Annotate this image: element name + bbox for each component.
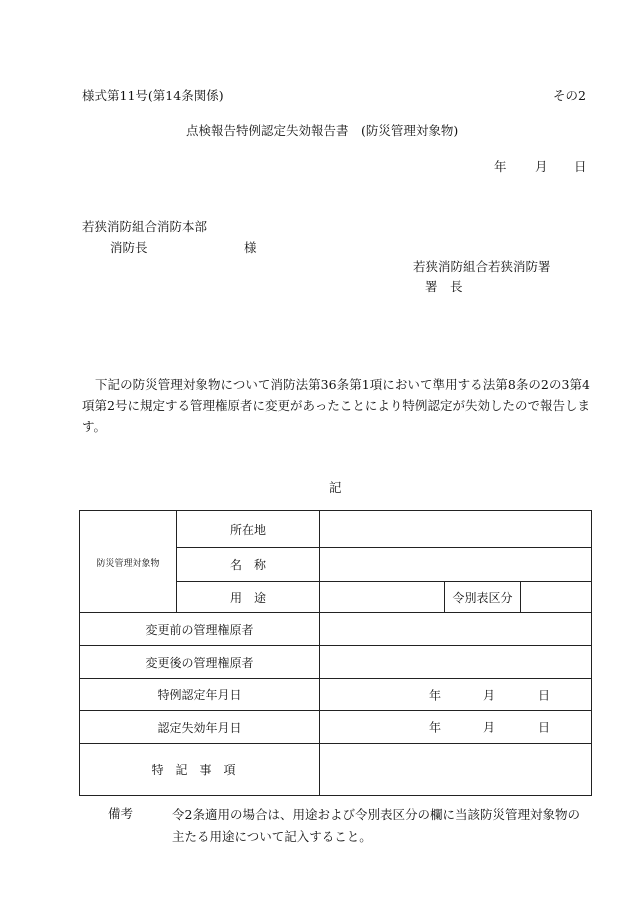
name-field[interactable] xyxy=(320,548,592,582)
expire-date-field[interactable] xyxy=(320,711,592,744)
prev-manager-label-cell xyxy=(80,613,320,646)
expire-date-label: 認定失効年月日 xyxy=(157,720,242,735)
cert-date-label: 特例認定年月日 xyxy=(157,688,242,702)
special-label: 特記事項 xyxy=(151,763,248,777)
cert-date-year: 年 xyxy=(429,688,442,702)
usage-label: 用 途 xyxy=(229,590,266,605)
new-manager-label: 変更後の管理権原者 xyxy=(145,655,254,670)
location-label: 所在地 xyxy=(229,522,266,537)
expire-date-month: 月 xyxy=(483,720,496,735)
new-manager-label-cell xyxy=(80,646,320,679)
date-month-label: 月 xyxy=(535,159,548,174)
category-label: 令別表区分 xyxy=(452,590,513,605)
cert-date-month: 月 xyxy=(483,688,496,702)
prev-manager-field[interactable] xyxy=(320,613,592,646)
remarks-label: 備考 xyxy=(108,806,134,821)
form-number: 様式第11号(第14条関係) xyxy=(82,88,224,103)
group-label-cell xyxy=(80,511,177,613)
group-label: 防災管理対象物 xyxy=(96,558,160,569)
category-field[interactable] xyxy=(521,582,592,613)
name-label: 名 称 xyxy=(229,558,266,572)
usage-label-cell xyxy=(177,582,320,613)
page-label: その2 xyxy=(553,88,586,103)
expire-date-label-cell xyxy=(80,711,320,744)
location-label-cell xyxy=(177,511,320,548)
report-table xyxy=(79,510,592,796)
cert-date-field[interactable] xyxy=(320,679,592,711)
remarks-text: 令2条適用の場合は、用途および令別表区分の欄に当該防災管理対象物の主たる用途について記入すること。 xyxy=(172,807,580,844)
cert-date-label-cell xyxy=(80,679,320,711)
date-year-label: 年 xyxy=(494,159,507,174)
name-label-cell xyxy=(177,548,320,582)
recipient-organization: 若狭消防組合消防本部 xyxy=(82,219,208,234)
prev-manager-label: 変更前の管理権原者 xyxy=(145,622,254,637)
special-field[interactable] xyxy=(320,744,592,796)
document-title: 点検報告特例認定失効報告書 (防災管理対象物) xyxy=(186,123,459,138)
date-day-label: 日 xyxy=(574,159,587,174)
special-label-cell xyxy=(80,744,320,796)
recipient-title: 消防長 xyxy=(110,240,148,255)
record-label: 記 xyxy=(329,480,342,495)
location-field[interactable] xyxy=(320,511,592,548)
expire-date-day: 日 xyxy=(538,720,551,735)
cert-date-day: 日 xyxy=(538,688,551,702)
category-label-cell xyxy=(445,582,521,613)
recipient-honorific: 様 xyxy=(244,240,257,255)
sender-organization: 若狭消防組合若狭消防署 xyxy=(413,259,551,274)
usage-field[interactable] xyxy=(320,582,445,613)
sender-title: 署 長 xyxy=(425,279,463,294)
expire-date-year: 年 xyxy=(429,720,442,735)
body-paragraph: 下記の防災管理対象物について消防法第36条第1項において準用する法第8条の2の3第4項第2号に規定する管理権原者に変更があったことにより特例認定が失効したので報告します。 xyxy=(82,377,590,434)
new-manager-field[interactable] xyxy=(320,646,592,679)
